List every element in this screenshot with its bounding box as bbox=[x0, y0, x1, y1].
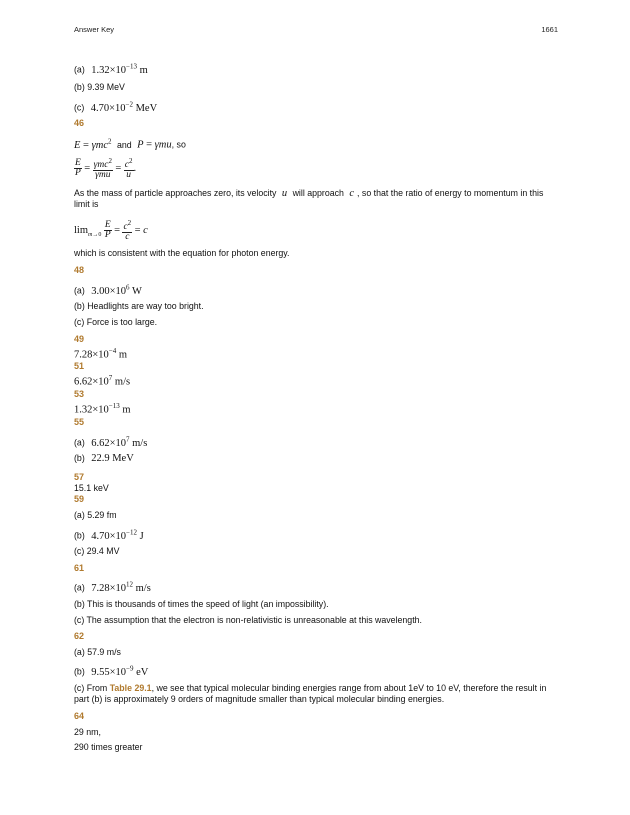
problem-number: 48 bbox=[74, 265, 85, 275]
problem-number: 51 bbox=[74, 361, 85, 371]
answer-c-row: (c) From Table 29.1, we see that typical molecular binding energies range from about 1eV to 10 eV, therefore the result in part (b) is approximately 9 orders of magnitude smaller than typical molecular binding energies. bbox=[74, 683, 547, 704]
problem-number: 55 bbox=[74, 417, 85, 427]
answer-c-row: (c) Force is too large. bbox=[74, 317, 158, 327]
answer-c-row: (c) The assumption that the electron is non-relativistic is unreasonable at this wavelength. bbox=[74, 615, 422, 625]
equation-line: E = γmc$^2$ and P = γmu, so bbox=[74, 137, 186, 151]
answer-b-row: (b) $9.55\times 10^{-9}$ eV bbox=[74, 664, 149, 678]
answer-value: $1.32\times 10^{-13}$ m bbox=[74, 402, 131, 416]
answer-b-row: (b) 9.39 MeV bbox=[74, 82, 125, 92]
ratio-equation: $\frac{E}{P}$ = $\frac{\gamma mc^2}{\text{γmu}}$ = $\frac{c^2}{u}$ . bbox=[75, 157, 137, 181]
paragraph: As the mass of particle approaches zero, its velocity u will approach c , so that the ratio of energy to momentum in this limit is bbox=[74, 188, 544, 209]
answer-b-row: (b) Headlights are way too bright. bbox=[74, 301, 204, 311]
answer-value: 29 nm, bbox=[74, 727, 101, 737]
answer-c-row: (c) $4.70\times 10^{-2}$ MeV bbox=[74, 100, 158, 114]
problem-number: 61 bbox=[74, 563, 85, 573]
answer-a-row: (a) $7.28\times 10^{12}$ m/s bbox=[74, 580, 151, 594]
problem-number: 59 bbox=[74, 494, 85, 504]
running-header-left: Answer Key bbox=[74, 25, 115, 34]
table-link[interactable]: Table 29.1 bbox=[109, 683, 152, 693]
answer-value: 15.1 keV bbox=[74, 483, 109, 493]
problem-number: 62 bbox=[74, 631, 85, 641]
limit-equation: $\lim_{m\to 0}$ $\frac{E}{P}$ = $\frac{c^2}{c}$ = c bbox=[74, 219, 148, 243]
answer-b-row: (b) $4.70\times 10^{-12}$ J bbox=[74, 528, 144, 542]
problem-number: 46 bbox=[74, 118, 85, 128]
answer-b-row: (b) This is thousands of times the speed of light (an impossibility). bbox=[74, 599, 329, 609]
answer-a-row: (a) 57.9 m/s bbox=[74, 647, 121, 657]
problem-number: 64 bbox=[74, 711, 85, 721]
problem-number: 49 bbox=[74, 334, 85, 344]
answer-value: 290 times greater bbox=[74, 742, 143, 752]
answer-a-row: (a) 5.29 fm bbox=[74, 510, 117, 520]
answer-value: $6.62\times 10^7$ m/s bbox=[74, 374, 131, 388]
page-number: 1661 bbox=[541, 25, 558, 34]
answer-c-row: (c) 29.4 MV bbox=[74, 546, 120, 556]
answer-value: $7.28\times 10^{-4}$ m bbox=[74, 347, 128, 361]
paragraph: which is consistent with the equation for photon energy. bbox=[74, 248, 290, 258]
answer-a-row: (a) $3.00\times 10^6$ W bbox=[74, 283, 142, 297]
answer-b-row: (b) 22.9 MeV bbox=[74, 453, 134, 464]
answer-a-row: (a) $6.62\times 10^7$ m/s bbox=[74, 435, 148, 449]
answer-a-row: (a) $1.32\times 10^{-13}$ m bbox=[74, 62, 148, 76]
problem-number: 57 bbox=[74, 472, 85, 482]
problem-number: 53 bbox=[74, 389, 85, 399]
